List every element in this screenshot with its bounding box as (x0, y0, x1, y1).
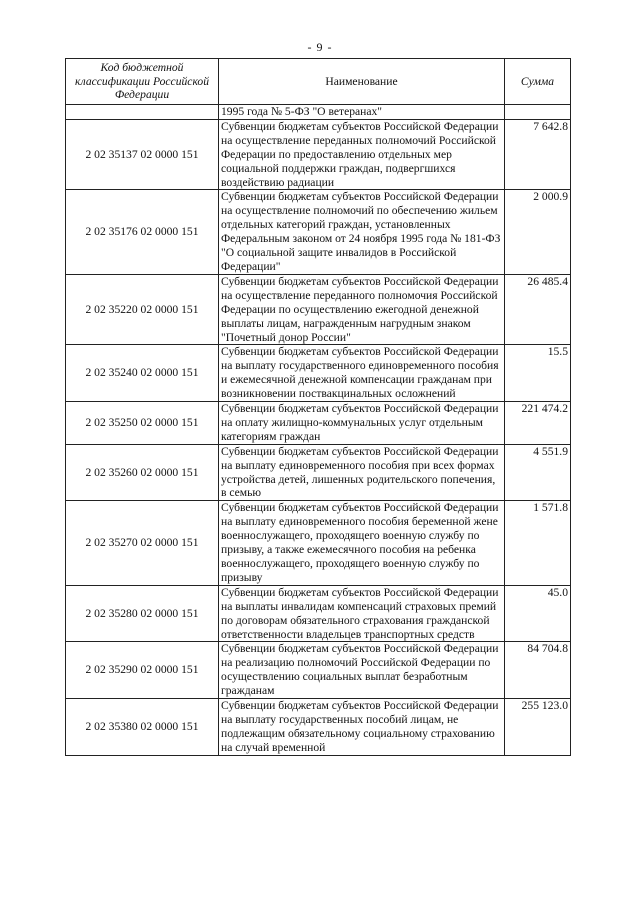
table-row (66, 699, 571, 756)
row-code: 2 02 35240 02 0000 151 (66, 345, 219, 402)
table-row (66, 119, 571, 190)
row-code: 2 02 35176 02 0000 151 (66, 190, 219, 274)
table-row (66, 274, 571, 345)
budget-table (65, 58, 571, 756)
row-sum: 255 123.0 (505, 699, 571, 756)
row-code: 2 02 35290 02 0000 151 (66, 642, 219, 699)
table-row (66, 642, 571, 699)
row-sum: 7 642.8 (505, 119, 571, 190)
row-sum: 1 571.8 (505, 501, 571, 585)
row-name: Субвенции бюджетам субъектов Российской Федерации на выплату государственного единовременного пособия и ежемесячной денежной компенсации гражданам при возникновении поствакцинальных осложнений (219, 345, 505, 402)
row-name: Субвенции бюджетам субъектов Российской Федерации на осуществление переданных полномочий Российской Федерации по предоставлению отдельных мер социальной поддержки граждан, подвергшихся воздействию радиации (219, 119, 505, 190)
row-sum: 84 704.8 (505, 642, 571, 699)
row-code: 2 02 35137 02 0000 151 (66, 119, 219, 190)
row-sum: 26 485.4 (505, 274, 571, 345)
row-code: 2 02 35270 02 0000 151 (66, 501, 219, 585)
table-row (66, 105, 571, 120)
row-name: Субвенции бюджетам субъектов Российской Федерации на выплаты инвалидам компенсаций страховых премий по договорам обязательного страхования гражданской ответственности владельцев транспортных средств (219, 585, 505, 642)
row-name: Субвенции бюджетам субъектов Российской Федерации на выплату государственных пособий лицам, не подлежащим обязательному социальному страхованию на случай временной (219, 699, 505, 756)
table-body (66, 105, 571, 756)
row-sum: 4 551.9 (505, 444, 571, 501)
row-name: 1995 года № 5-ФЗ "О ветеранах" (219, 105, 505, 120)
header-sum: Сумма (505, 59, 571, 105)
row-code: 2 02 35380 02 0000 151 (66, 699, 219, 756)
row-name: Субвенции бюджетам субъектов Российской Федерации на выплату единовременного пособия при всех формах устройства детей, лишенных родительского попечения, в семью (219, 444, 505, 501)
row-name: Субвенции бюджетам субъектов Российской Федерации на осуществление полномочий по обеспечению жильем отдельных категорий граждан, установленных Федеральным законом от 24 ноября 1995 года № 181-ФЗ "О социальной защите инвалидов в Российской Федерации" (219, 190, 505, 274)
table-row (66, 585, 571, 642)
row-code: 2 02 35220 02 0000 151 (66, 274, 219, 345)
row-name: Субвенции бюджетам субъектов Российской Федерации на оплату жилищно-коммунальных услуг отдельным категориям граждан (219, 402, 505, 445)
table-row (66, 501, 571, 585)
row-sum: 45.0 (505, 585, 571, 642)
row-code: 2 02 35250 02 0000 151 (66, 402, 219, 445)
row-sum: 15.5 (505, 345, 571, 402)
row-sum: 221 474.2 (505, 402, 571, 445)
row-sum (505, 105, 571, 120)
table-row (66, 444, 571, 501)
row-sum: 2 000.9 (505, 190, 571, 274)
header-code: Код бюджетной классификации Российской Федерации (66, 59, 219, 105)
table-header-row (66, 59, 571, 105)
row-code: 2 02 35280 02 0000 151 (66, 585, 219, 642)
table-row (66, 402, 571, 445)
table-row (66, 345, 571, 402)
row-code (66, 105, 219, 120)
row-name: Субвенции бюджетам субъектов Российской Федерации на выплату единовременного пособия беременной жене военнослужащего, проходящего военную службу по призыву, а также ежемесячного пособия на ребенка военнослужащего, проходящего военную службу по призыву (219, 501, 505, 585)
row-name: Субвенции бюджетам субъектов Российской Федерации на осуществление переданного полномочия Российской Федерации по осуществлению ежегодной денежной выплаты лицам, награжденным нагрудным знаком "Почетный донор России" (219, 274, 505, 345)
table-row (66, 190, 571, 274)
row-name: Субвенции бюджетам субъектов Российской Федерации на реализацию полномочий Российской Федерации по осуществлению социальных выплат безработным гражданам (219, 642, 505, 699)
header-name: Наименование (219, 59, 505, 105)
row-code: 2 02 35260 02 0000 151 (66, 444, 219, 501)
page-number: - 9 - (307, 40, 333, 54)
